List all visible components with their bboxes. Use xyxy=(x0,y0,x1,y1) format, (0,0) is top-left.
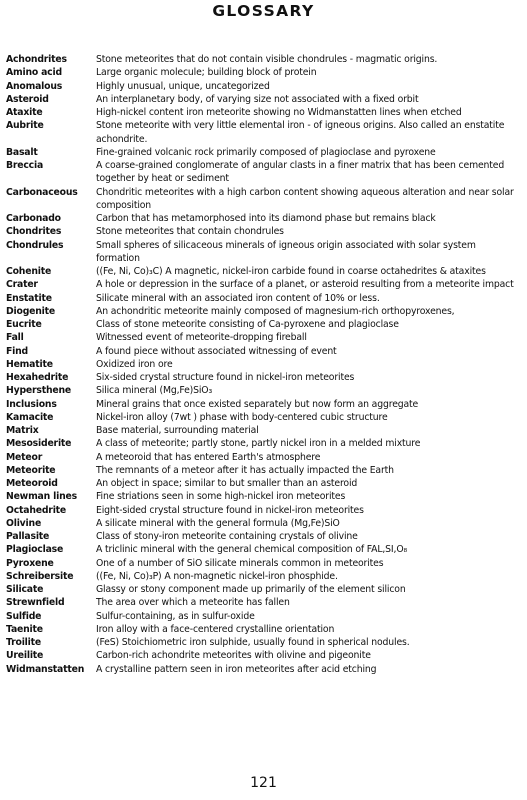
glossary-entry xyxy=(6,305,521,318)
glossary-definition: (FeS) Stoichiometric iron sulphide, usually found in spherical nodules. xyxy=(96,637,410,648)
glossary-entry xyxy=(6,186,521,213)
glossary-term: Chondrules xyxy=(6,239,64,251)
glossary-term: Find xyxy=(6,345,29,357)
glossary-term: Plagioclase xyxy=(6,544,64,556)
glossary-definition: Silicate mineral with an associated iron content of 10% or less. xyxy=(96,292,380,304)
glossary-entry xyxy=(6,292,521,305)
glossary-definition: ((Fe, Ni, Co)₃C) A magnetic, nickel-iron carbide found in coarse octahedrites & ataxites xyxy=(96,266,486,277)
glossary-entry xyxy=(6,530,521,543)
glossary-entry xyxy=(6,358,521,371)
glossary-term: Olivine xyxy=(6,517,42,529)
glossary-term: Matrix xyxy=(6,425,39,436)
glossary-definition: High-nickel content iron meteorite showing no Widmanstatten lines when etched xyxy=(96,107,462,118)
glossary-entry xyxy=(6,583,521,596)
glossary-entry xyxy=(6,384,521,397)
glossary-entry xyxy=(6,610,521,623)
glossary-term: Kamacite xyxy=(6,411,54,423)
glossary-term: Pyroxene xyxy=(6,557,54,569)
glossary-term: Sulfide xyxy=(6,610,42,622)
glossary-definition: An interplanetary body, of varying size not associated with a fixed orbit xyxy=(96,93,419,105)
glossary-definition: Silica mineral (Mg,Fe)SiO₃ xyxy=(96,385,213,397)
glossary-term: Amino acid xyxy=(6,67,62,79)
glossary-definition: Sulfur-containing, as in sulfur-oxide xyxy=(96,610,255,622)
glossary-entry xyxy=(6,517,521,530)
glossary-entry xyxy=(6,239,521,266)
glossary-entry xyxy=(6,557,521,570)
glossary-term: Chondrites xyxy=(6,226,62,238)
glossary-term: Crater xyxy=(6,279,38,291)
glossary-definition: The remnants of a meteor after it has actually impacted the Earth xyxy=(96,464,394,476)
glossary-definition: Chondritic meteorites with a high carbon content showing aqueous alteration and near solar composition xyxy=(96,186,514,211)
glossary-definition: A silicate mineral with the general formula (Mg,Fe)SiO xyxy=(96,517,340,529)
glossary-definition: Glassy or stony component made up primarily of the element silicon xyxy=(96,584,406,595)
glossary-term: Fall xyxy=(6,332,24,344)
glossary-definition: A hole or depression in the surface of a planet, or asteroid resulting from a meteorite impact xyxy=(96,279,514,291)
glossary-term: Ataxite xyxy=(6,107,43,118)
glossary-term: Meteorite xyxy=(6,464,56,476)
glossary-definition: Stone meteorites that do not contain visible chondrules - magmatic origins. xyxy=(96,54,438,65)
glossary-term: Hexahedrite xyxy=(6,372,69,383)
glossary-definition: Carbon that has metamorphosed into its diamond phase but remains black xyxy=(96,213,436,224)
glossary-list xyxy=(6,53,521,676)
glossary-definition: A meteoroid that has entered Earth's atmosphere xyxy=(96,451,321,463)
glossary-entry xyxy=(6,278,521,291)
glossary-entry xyxy=(6,424,521,437)
glossary-entry xyxy=(6,66,521,79)
glossary-term: Widmanstatten xyxy=(6,663,85,675)
glossary-entry xyxy=(6,464,521,477)
glossary-entry xyxy=(6,371,521,384)
glossary-definition: Witnessed event of meteorite-dropping fireball xyxy=(96,332,307,344)
glossary-definition: Carbon-rich achondrite meteorites with olivine and pigeonite xyxy=(96,650,371,662)
glossary-definition: Iron alloy with a face-centered crystalline orientation xyxy=(96,623,335,635)
glossary-term: Silicate xyxy=(6,584,44,595)
glossary-entry xyxy=(6,437,521,450)
glossary-term: Achondrites xyxy=(6,54,67,65)
glossary-entry xyxy=(6,543,521,556)
glossary-term: Ureilite xyxy=(6,650,44,662)
glossary-term: Hypersthene xyxy=(6,385,72,397)
glossary-definition: Nickel-iron alloy (7wt ) phase with body-centered cubic structure xyxy=(96,411,388,423)
glossary-definition: A crystalline pattern seen in iron meteorites after acid etching xyxy=(96,663,377,675)
glossary-definition: Oxidized iron ore xyxy=(96,358,173,370)
glossary-term: Enstatite xyxy=(6,292,52,304)
glossary-entry xyxy=(6,398,521,411)
glossary-entry xyxy=(6,225,521,238)
page-title: GLOSSARY xyxy=(212,2,315,20)
glossary-term: Meteor xyxy=(6,451,43,463)
glossary-entry xyxy=(6,212,521,225)
glossary-definition: Fine striations seen in some high-nickel iron meteorites xyxy=(96,491,346,503)
glossary-entry xyxy=(6,623,521,636)
glossary-entry xyxy=(6,570,521,583)
glossary-entry xyxy=(6,477,521,490)
glossary-definition: An achondritic meteorite mainly composed of magnesium-rich orthopyroxenes, xyxy=(96,305,455,317)
glossary-term: Basalt xyxy=(6,146,38,158)
glossary-definition: Base material, surrounding material xyxy=(96,425,259,436)
glossary-term: Breccia xyxy=(6,160,44,171)
glossary-term: Strewnfield xyxy=(6,597,65,609)
glossary-definition: Stone meteorite with very little elemental iron - of igneous origins. Also called an enstatite achondrite. xyxy=(96,120,505,145)
glossary-term: Pallasite xyxy=(6,531,50,542)
glossary-definition: Class of stone meteorite consisting of Ca-pyroxene and plagioclase xyxy=(96,319,399,330)
glossary-entry xyxy=(6,504,521,517)
glossary-term: Meteoroid xyxy=(6,478,58,489)
glossary-definition: ((Fe, Ni, Co)₃P) A non-magnetic nickel-iron phosphide. xyxy=(96,570,338,582)
glossary-term: Mesosiderite xyxy=(6,438,72,450)
glossary-entry xyxy=(6,106,521,119)
glossary-definition: A found piece without associated witnessing of event xyxy=(96,345,337,357)
glossary-entry xyxy=(6,80,521,93)
glossary-term: Carbonaceous xyxy=(6,186,78,198)
glossary-entry xyxy=(6,451,521,464)
glossary-entry xyxy=(6,318,521,331)
glossary-entry xyxy=(6,53,521,66)
glossary-term: Cohenite xyxy=(6,266,52,277)
glossary-term: Taenite xyxy=(6,623,43,635)
glossary-term: Diogenite xyxy=(6,305,56,317)
glossary-definition: One of a number of SiO silicate minerals common in meteorites xyxy=(96,557,384,569)
glossary-entry xyxy=(6,663,521,676)
glossary-entry xyxy=(6,159,521,186)
glossary-term: Asteroid xyxy=(6,93,49,105)
glossary-term: Anomalous xyxy=(6,80,63,92)
glossary-entry xyxy=(6,411,521,424)
glossary-definition: An object in space; similar to but smaller than an asteroid xyxy=(96,478,358,489)
glossary-definition: A coarse-grained conglomerate of angular clasts in a finer matrix that has been cemented together by heat or sediment xyxy=(96,160,505,185)
glossary-definition: Eight-sided crystal structure found in nickel-iron meteorites xyxy=(96,504,364,516)
glossary-term: Troilite xyxy=(6,637,42,648)
glossary-term: Carbonado xyxy=(6,213,61,224)
glossary-entry xyxy=(6,649,521,662)
glossary-definition: Fine-grained volcanic rock primarily composed of plagioclase and pyroxene xyxy=(96,146,436,158)
glossary-term: Schreibersite xyxy=(6,570,74,582)
glossary-definition: Class of stony-iron meteorite containing crystals of olivine xyxy=(96,531,358,542)
glossary-entry xyxy=(6,119,521,146)
glossary-definition: Stone meteorites that contain chondrules xyxy=(96,226,284,238)
glossary-term: Eucrite xyxy=(6,319,42,330)
glossary-entry xyxy=(6,331,521,344)
glossary-definition: The area over which a meteorite has fallen xyxy=(96,597,290,609)
glossary-term: Hematite xyxy=(6,358,53,370)
glossary-term: Octahedrite xyxy=(6,504,67,516)
glossary-definition: Highly unusual, unique, uncategorized xyxy=(96,80,270,92)
glossary-entry xyxy=(6,596,521,609)
glossary-entry xyxy=(6,490,521,503)
glossary-entry xyxy=(6,93,521,106)
glossary-term: Newman lines xyxy=(6,491,77,503)
glossary-entry xyxy=(6,265,521,278)
glossary-definition: A class of meteorite; partly stone, partly nickel iron in a melded mixture xyxy=(96,438,421,450)
glossary-entry xyxy=(6,636,521,649)
glossary-term: Inclusions xyxy=(6,398,57,410)
glossary-entry xyxy=(6,146,521,159)
glossary-definition: Large organic molecule; building block of protein xyxy=(96,67,317,79)
page-number: 121 xyxy=(250,775,277,791)
glossary-definition: Six-sided crystal structure found in nickel-iron meteorites xyxy=(96,372,355,383)
glossary-entry xyxy=(6,345,521,358)
glossary-definition: A triclinic mineral with the general chemical composition of FAL,SI,O₈ xyxy=(96,544,408,556)
glossary-term: Aubrite xyxy=(6,120,44,132)
glossary-definition: Mineral grains that once existed separately but now form an aggregate xyxy=(96,398,419,410)
glossary-definition: Small spheres of silicaceous minerals of igneous origin associated with solar system formation xyxy=(96,239,476,264)
